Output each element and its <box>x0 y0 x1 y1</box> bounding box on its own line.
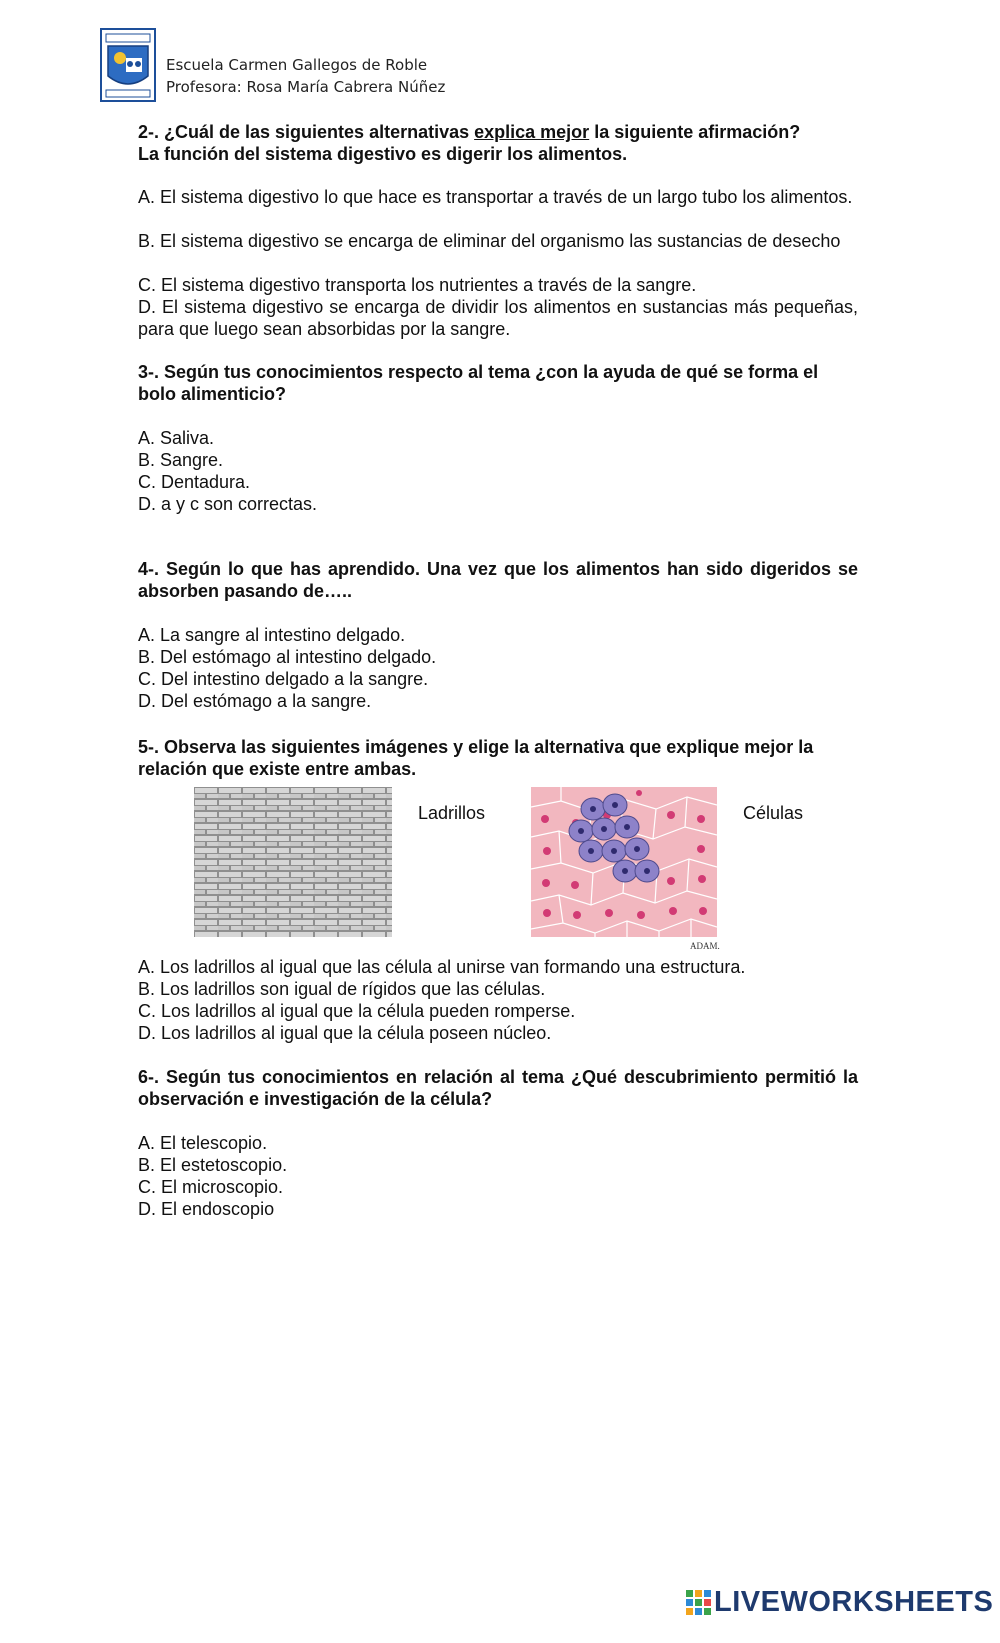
question-2-option-a[interactable]: A. El sistema digestivo lo que hace es transportar a través de un largo tubo los alimentos. <box>138 187 853 207</box>
cells-caption: Células <box>743 803 804 823</box>
liveworksheets-brand[interactable]: LIVEWORKSHEETS <box>714 1586 994 1618</box>
question-3-option-b[interactable]: B. Sangre. <box>138 450 224 470</box>
question-5-option-c[interactable]: C. Los ladrillos al igual que la célula pueden romperse. <box>138 1001 576 1021</box>
question-3-option-a[interactable]: A. Saliva. <box>138 428 215 448</box>
question-5-title: 5-. Observa las siguientes imágenes y elige la alternativa que explique mejor la relación que existe entre ambas. <box>138 737 814 779</box>
question-5-option-a[interactable]: A. Los ladrillos al igual que las célula al unirse van formando una estructura. <box>138 957 746 977</box>
bricks-image <box>194 787 392 937</box>
question-2-title: 2-. ¿Cuál de las siguientes alternativas explica mejor la siguiente afirmación? La función del sistema digestivo es digerir los alimentos. <box>138 122 801 164</box>
question-3-option-c[interactable]: C. Dentadura. <box>138 472 251 492</box>
question-2-option-d[interactable]: D. El sistema digestivo se encarga de dividir los alimentos en sustancias más pequeñas, para que luego sean absorbidas por la sangre. <box>138 297 858 339</box>
school-crest-icon <box>100 28 156 102</box>
image-credit: ADAM. <box>690 941 720 951</box>
question-5-option-b[interactable]: B. Los ladrillos son igual de rígidos que las células. <box>138 979 546 999</box>
question-4-option-d[interactable]: D. Del estómago a la sangre. <box>138 691 372 711</box>
question-6-option-a[interactable]: A. El telescopio. <box>138 1133 268 1153</box>
question-5-option-d[interactable]: D. Los ladrillos al igual que la célula poseen núcleo. <box>138 1023 552 1043</box>
question-2-option-b[interactable]: B. El sistema digestivo se encarga de eliminar del organismo las sustancias de desecho <box>138 231 841 251</box>
teacher-name: Profesora: Rosa María Cabrera Núñez <box>166 78 446 96</box>
bricks-caption: Ladrillos <box>418 803 486 823</box>
question-3-title: 3-. Según tus conocimientos respecto al tema ¿con la ayuda de qué se forma el bolo alimenticio? <box>138 362 819 404</box>
question-2-option-c[interactable]: C. El sistema digestivo transporta los nutrientes a través de la sangre. <box>138 275 697 295</box>
question-6-option-c[interactable]: C. El microscopio. <box>138 1177 284 1197</box>
question-6-title: 6-. Según tus conocimientos en relación al tema ¿Qué descubrimiento permitió la observación e investigación de la célula? <box>138 1067 858 1109</box>
question-6-option-b[interactable]: B. El estetoscopio. <box>138 1155 288 1175</box>
question-3-option-d[interactable]: D. a y c son correctas. <box>138 494 318 514</box>
question-4-option-b[interactable]: B. Del estómago al intestino delgado. <box>138 647 437 667</box>
question-4-option-a[interactable]: A. La sangre al intestino delgado. <box>138 625 406 645</box>
question-6-option-d[interactable]: D. El endoscopio <box>138 1199 275 1219</box>
question-4-option-c[interactable]: C. Del intestino delgado a la sangre. <box>138 669 429 689</box>
question-4-title: 4-. Según lo que has aprendido. Una vez que los alimentos han sido digeridos se absorben pasando de….. <box>138 559 858 601</box>
underlined-phrase: explica mejor <box>474 122 590 142</box>
liveworksheets-logo-icon <box>686 1590 712 1616</box>
school-name: Escuela Carmen Gallegos de Roble <box>166 56 428 74</box>
cells-image <box>531 787 717 937</box>
